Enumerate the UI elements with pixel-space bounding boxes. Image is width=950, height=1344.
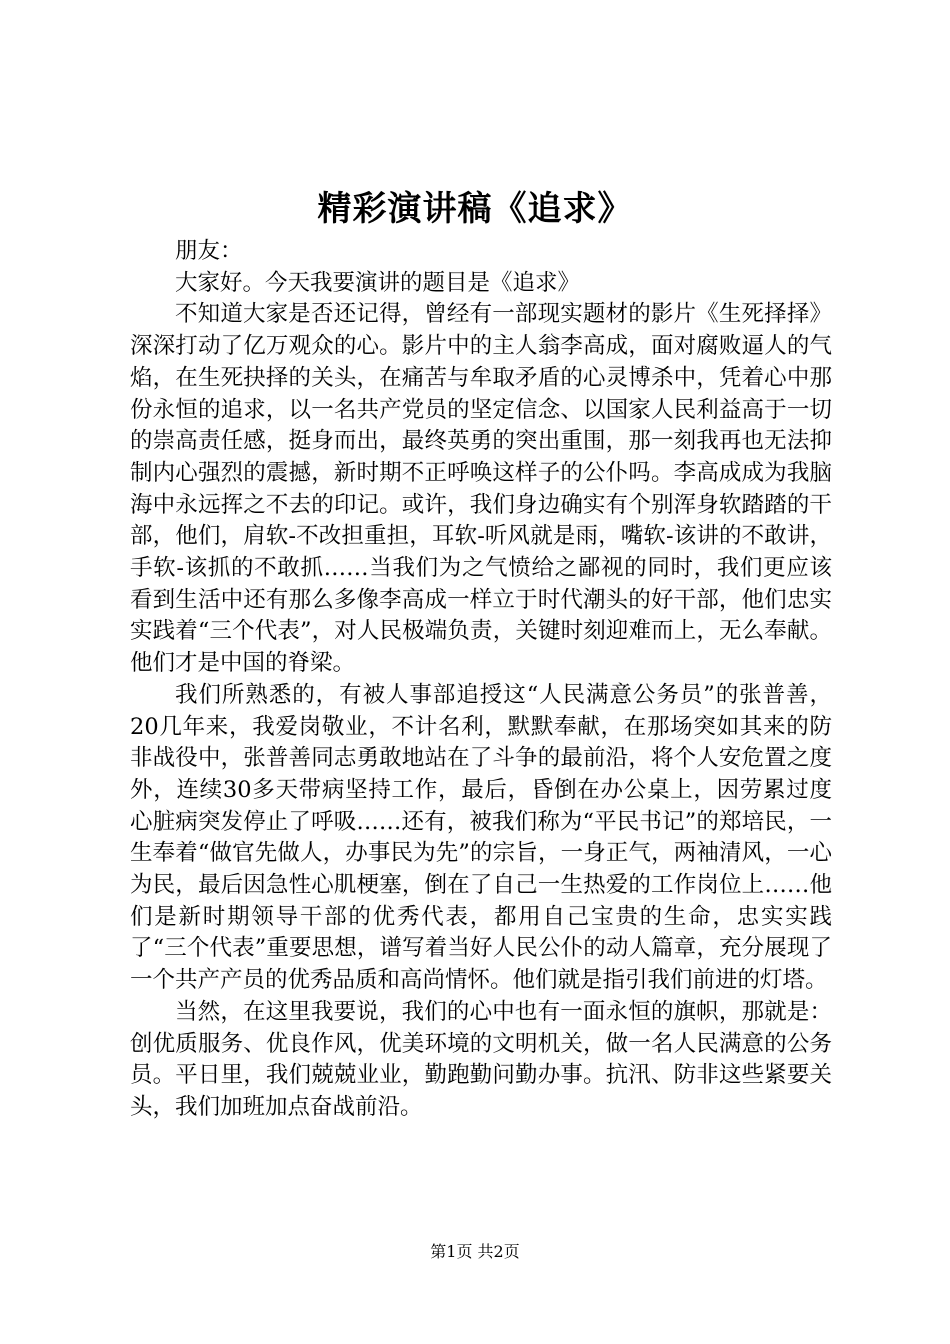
document-body <box>130 236 832 1124</box>
body-paragraph: 不知道大家是否还记得，曾经有一部现实题材的影片《生死择择》深深打动了亿万观众的心。影片中的主人翁李高成，面对腐败逼人的气焰，在生死抉择的关头，在痛苦与牟取矛盾的心灵博杀中，凭着心中那份永恒的追求，以一名共产党员的坚定信念、以国家人民利益高于一切的崇高责任感，挺身而出，最终英勇的突出重围，那一刻我再也无法抑制内心强烈的震撼，新时期不正呼唤这样子的公仆吗。李高成成为我脑海中永远挥之不去的印记。或许，我们身边确实有个别浑身软踏踏的干部，他们，肩软-不改担重担，耳软-听风就是雨，嘴软-该讲的不敢讲，手软-该抓的不敢抓……当我们为之气愤给之鄙视的同时，我们更应该看到生活中还有那么多像李高成一样立于时代潮头的好干部，他们忠实实践着“三个代表”，对人民极端负责，关键时刻迎难而上，无么奉献。他们才是中国的脊梁。 <box>130 301 832 677</box>
body-paragraph: 我们所熟悉的，有被人事部追授这“人民满意公务员”的张普善，20几年来，我爱岗敬业，不计名利，默默奉献，在那场突如其来的防非战役中，张普善同志勇敢地站在了斗争的最前沿，将个人安危置之度外，连续30多天带病坚持工作，最后，昏倒在办公桌上，因劳累过度心脏病突发停止了呼吸……还有，被我们称为“平民书记”的郑培民，一生奉着“做官先做人，办事民为先”的宗旨，一身正气，两袖清风，一心为民，最后因急性心肌梗塞，倒在了自己一生热爱的工作岗位上……他们是新时期领导干部的优秀代表，都用自己宝贵的生命，忠实实践了“三个代表”重要思想，谱写着当好人民公仆的动人篇章，充分展现了一个共产产员的优秀品质和高尚情怀。他们就是指引我们前进的灯塔。 <box>130 681 832 994</box>
greeting-paragraph: 朋友： <box>175 238 243 264</box>
document-title: 精彩演讲稿《追求》 <box>317 189 633 229</box>
intro-paragraph: 大家好。今天我要演讲的题目是《追求》 <box>175 269 581 296</box>
body-paragraph: 当然，在这里我要说，我们的心中也有一面永恒的旗帜，那就是：创优质服务、优良作风，优美环境的文明机关，做一名人民满意的公务员。平日里，我们兢兢业业，勤跑勤问勤办事。抗汛、防非这些紧要关头，我们加班加点奋战前沿。 <box>130 998 832 1120</box>
page-footer: 第1页 共2页 <box>430 1242 520 1261</box>
